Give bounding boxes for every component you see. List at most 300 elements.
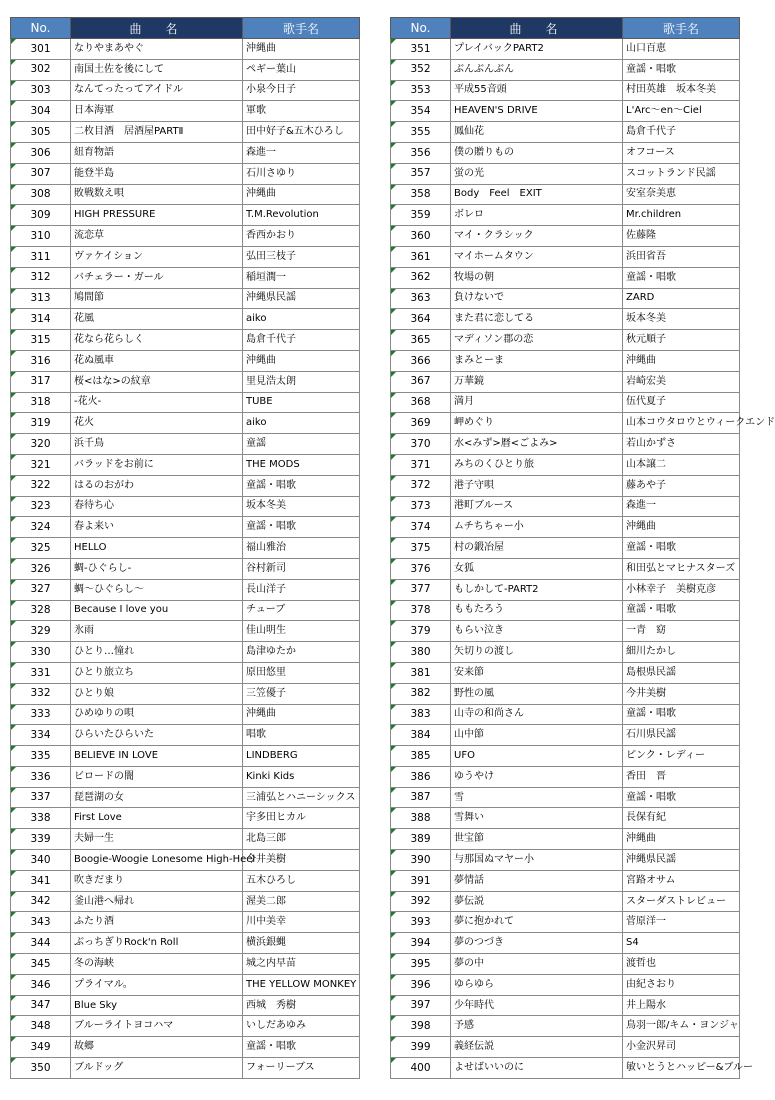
artist-name: 菅原洋一 [623,912,740,933]
song-number: 343 [11,912,71,933]
song-number: 382 [391,683,451,704]
song-title: 雪 [451,787,623,808]
artist-name: L'Arc〜en〜Ciel [623,101,740,122]
table-row [11,517,360,538]
song-title: プレイバックPART2 [451,39,623,60]
artist-name: 井上陽水 [623,995,740,1016]
song-number: 364 [391,309,451,330]
table-row [391,621,740,642]
song-title: ゆらゆら [451,974,623,995]
song-number: 398 [391,1016,451,1037]
song-number: 333 [11,704,71,725]
table-row [391,267,740,288]
artist-name: 北島三郎 [243,829,360,850]
table-row [391,288,740,309]
song-title: 万華鏡 [451,371,623,392]
table-row [391,517,740,538]
song-title: 港町ブルース [451,496,623,517]
table-row [391,163,740,184]
song-title: ぶんぶんぶん [451,59,623,80]
song-number: 302 [11,59,71,80]
table-row [11,683,360,704]
song-number: 380 [391,642,451,663]
song-number: 344 [11,933,71,954]
header-row [11,18,360,39]
table-row [11,850,360,871]
song-title: マディソン郡の恋 [451,330,623,351]
song-number: 395 [391,954,451,975]
artist-name: 細川たかし [623,642,740,663]
song-title: ひめゆりの唄 [71,704,243,725]
header-title: 曲 名 [71,18,243,39]
artist-name: スターダストレビュー [623,891,740,912]
artist-name: 浜田省吾 [623,246,740,267]
song-number: 310 [11,226,71,247]
table-row [11,434,360,455]
song-number: 303 [11,80,71,101]
song-number: 386 [391,766,451,787]
song-title: まみとーま [451,350,623,371]
song-number: 379 [391,621,451,642]
song-title: 能登半島 [71,163,243,184]
song-number: 306 [11,142,71,163]
artist-name: 童謡・唱歌 [243,475,360,496]
song-number: 391 [391,870,451,891]
song-number: 328 [11,600,71,621]
song-title: Body Feel EXIT [451,184,623,205]
artist-name: 小金沢昇司 [623,1037,740,1058]
table-row [11,787,360,808]
artist-name: 小泉今日子 [243,80,360,101]
artist-name: オフコース [623,142,740,163]
song-title: 蜩-ひぐらし- [71,558,243,579]
song-title: バチェラー・ガール [71,267,243,288]
table-row [11,746,360,767]
table-row [11,309,360,330]
artist-name: 長保有紀 [623,808,740,829]
song-number: 387 [391,787,451,808]
table-row [391,746,740,767]
artist-name: aiko [243,413,360,434]
artist-name: 稲垣潤一 [243,267,360,288]
artist-name: 一青 窈 [623,621,740,642]
song-number: 361 [391,246,451,267]
artist-name: 森進一 [623,496,740,517]
song-number: 338 [11,808,71,829]
song-number: 393 [391,912,451,933]
table-row [391,413,740,434]
artist-name: スコットランド民謡 [623,163,740,184]
song-title: もしかして-PART2 [451,579,623,600]
artist-name: 坂本冬美 [243,496,360,517]
artist-name: THE YELLOW MONKEY [243,974,360,995]
artist-name: THE MODS [243,454,360,475]
table-row [11,995,360,1016]
artist-name: 今井美樹 [243,850,360,871]
song-title: 敗戦数え唄 [71,184,243,205]
table-row [11,371,360,392]
artist-name: 童謡・唱歌 [243,517,360,538]
artist-name: 五木ひろし [243,870,360,891]
song-title: HIGH PRESSURE [71,205,243,226]
song-title: はるのおがわ [71,475,243,496]
song-table-left [10,17,360,1079]
artist-name: 三笠優子 [243,683,360,704]
song-title: よせばいいのに [451,1058,623,1079]
table-row [391,496,740,517]
table-row [11,642,360,663]
artist-name: 村田英雄 坂本冬美 [623,80,740,101]
song-title: ゆうやけ [451,766,623,787]
artist-name: 宮路オサム [623,870,740,891]
song-number: 339 [11,829,71,850]
artist-name: 童謡・唱歌 [623,538,740,559]
song-number: 340 [11,850,71,871]
song-number: 322 [11,475,71,496]
song-title: 世宝節 [451,829,623,850]
song-title: Blue Sky [71,995,243,1016]
table-row [391,1037,740,1058]
artist-name: 由紀さおり [623,974,740,995]
song-number: 394 [391,933,451,954]
table-row [11,870,360,891]
song-number: 358 [391,184,451,205]
table-row [11,122,360,143]
artist-name: 横浜銀蝿 [243,933,360,954]
artist-name: 香田 晋 [623,766,740,787]
song-number: 385 [391,746,451,767]
song-title: 花火 [71,413,243,434]
table-row [391,891,740,912]
table-row [11,350,360,371]
song-title: 山中節 [451,725,623,746]
song-number: 342 [11,891,71,912]
table-row [391,642,740,663]
song-number: 345 [11,954,71,975]
artist-name: 若山かずさ [623,434,740,455]
table-row [11,454,360,475]
artist-name: いしだあゆみ [243,1016,360,1037]
song-title: 冬の海峡 [71,954,243,975]
table-row [391,704,740,725]
table-row [11,59,360,80]
song-title: -花火- [71,392,243,413]
artist-name: 原田悠里 [243,662,360,683]
song-number: 325 [11,538,71,559]
song-number: 383 [391,704,451,725]
table-row [391,122,740,143]
song-number: 304 [11,101,71,122]
table-row [391,434,740,455]
table-row [391,787,740,808]
table-row [391,850,740,871]
table-row [11,829,360,850]
artist-name: 沖縄曲 [243,350,360,371]
song-title: 岬めぐり [451,413,623,434]
song-title: マイ・クラシック [451,226,623,247]
artist-name: 鳥羽一郎/キム・ヨンジャ [623,1016,740,1037]
artist-name: 島根県民謡 [623,662,740,683]
table-row [11,267,360,288]
table-row [11,39,360,60]
song-number: 362 [391,267,451,288]
table-row [391,142,740,163]
table-row [391,974,740,995]
table-row [11,891,360,912]
song-title: みちのくひとり旅 [451,454,623,475]
table-row [391,39,740,60]
artist-name: 坂本冬美 [623,309,740,330]
song-title: 夢に抱かれて [451,912,623,933]
song-title: 釜山港へ帰れ [71,891,243,912]
song-number: 374 [391,517,451,538]
song-number: 313 [11,288,71,309]
song-title: 僕の贈りもの [451,142,623,163]
table-row [11,558,360,579]
song-number: 320 [11,434,71,455]
song-number: 356 [391,142,451,163]
table-row [391,205,740,226]
header-no: No. [11,18,71,39]
table-row [391,683,740,704]
artist-name: 山本譲二 [623,454,740,475]
table-row [391,350,740,371]
table-row [11,101,360,122]
table-row [11,246,360,267]
song-number: 335 [11,746,71,767]
artist-name: 沖縄曲 [623,350,740,371]
table-row [391,80,740,101]
artist-name: 山本コウタロウとウィークエンド [623,413,740,434]
song-title: 吹きだまり [71,870,243,891]
artist-name: 安室奈美恵 [623,184,740,205]
table-row [391,662,740,683]
song-title: また君に恋してる [451,309,623,330]
song-title: 野性の風 [451,683,623,704]
artist-name: チューブ [243,600,360,621]
song-number: 355 [391,122,451,143]
song-number: 331 [11,662,71,683]
song-number: 307 [11,163,71,184]
song-title: 桜<はな>の紋章 [71,371,243,392]
song-number: 337 [11,787,71,808]
table-row [391,538,740,559]
song-number: 388 [391,808,451,829]
table-row [391,912,740,933]
song-title: ももたろう [451,600,623,621]
table-row [391,995,740,1016]
artist-name: ピンク・レディー [623,746,740,767]
artist-name: 沖縄県民謡 [623,850,740,871]
song-number: 378 [391,600,451,621]
table-row [11,954,360,975]
song-title: もらい泣き [451,621,623,642]
table-row [391,330,740,351]
song-number: 373 [391,496,451,517]
artist-name: ペギー葉山 [243,59,360,80]
table-row [11,80,360,101]
song-number: 381 [391,662,451,683]
artist-name: 伍代夏子 [623,392,740,413]
song-number: 317 [11,371,71,392]
song-title: ブルーライトヨコハマ [71,1016,243,1037]
song-number: 312 [11,267,71,288]
table-row [11,184,360,205]
song-number: 372 [391,475,451,496]
song-title: 鳩間節 [71,288,243,309]
table-row [391,454,740,475]
song-title: バラッドをお前に [71,454,243,475]
song-title: Because I love you [71,600,243,621]
table-row [11,163,360,184]
artist-name: 今井美樹 [623,683,740,704]
song-number: 316 [11,350,71,371]
song-title: プライマル。 [71,974,243,995]
artist-name: S4 [623,933,740,954]
song-number: 341 [11,870,71,891]
table-row [11,1016,360,1037]
song-number: 353 [391,80,451,101]
table-row [391,392,740,413]
song-title: なんてったってアイドル [71,80,243,101]
song-title: 流恋草 [71,226,243,247]
artist-name: 軍歌 [243,101,360,122]
song-title: 春待ち心 [71,496,243,517]
song-title: 南国土佐を後にして [71,59,243,80]
song-title: マイホームタウン [451,246,623,267]
song-number: 390 [391,850,451,871]
song-number: 360 [391,226,451,247]
song-title: 日本海軍 [71,101,243,122]
song-title: 負けないで [451,288,623,309]
song-title: 平成55音頭 [451,80,623,101]
song-table-right [390,17,775,1079]
song-title: 水<みず>暦<ごよみ> [451,434,623,455]
song-title: 夢情話 [451,870,623,891]
song-title: ひらいたひらいた [71,725,243,746]
song-number: 369 [391,413,451,434]
table-row [11,600,360,621]
song-title: 故郷 [71,1037,243,1058]
artist-name: 谷村新司 [243,558,360,579]
song-title: 花ぬ風車 [71,350,243,371]
song-title: 港子守唄 [451,475,623,496]
song-title: 春よ来い [71,517,243,538]
artist-name: 秋元順子 [623,330,740,351]
artist-name: 沖縄曲 [243,39,360,60]
song-number: 324 [11,517,71,538]
table-row [391,59,740,80]
song-title: 与那国ぬマヤー小 [451,850,623,871]
artist-name: ZARD [623,288,740,309]
header-artist: 歌手名 [243,18,360,39]
table-row [11,933,360,954]
header-row [391,18,740,39]
artist-name: 童謡・唱歌 [623,704,740,725]
artist-name: 和田弘とマヒナスターズ [623,558,740,579]
table-row [11,766,360,787]
table-row [391,870,740,891]
song-number: 375 [391,538,451,559]
artist-name: 里見浩太朗 [243,371,360,392]
table-row [11,662,360,683]
song-title: 花なら花らしく [71,330,243,351]
artist-name: 西城 秀樹 [243,995,360,1016]
song-number: 348 [11,1016,71,1037]
table-row [11,974,360,995]
song-title: 夢の中 [451,954,623,975]
song-number: 309 [11,205,71,226]
artist-name: 童謡・唱歌 [623,59,740,80]
song-title: Boogie-Woogie Lonesome High-Heel [71,850,243,871]
song-title: 鳳仙花 [451,122,623,143]
artist-name: 川中美幸 [243,912,360,933]
artist-name: 田中好子&五木ひろし [243,122,360,143]
artist-name: 三浦弘とハニーシックス [243,787,360,808]
artist-name: 香西かおり [243,226,360,247]
artist-name: 童謡・唱歌 [623,600,740,621]
table-row [11,413,360,434]
artist-name: 藤あや子 [623,475,740,496]
table-row [391,579,740,600]
artist-name: LINDBERG [243,746,360,767]
song-number: 311 [11,246,71,267]
table-row [11,704,360,725]
song-number: 347 [11,995,71,1016]
artist-name: 佐藤隆 [623,226,740,247]
table-row [391,600,740,621]
song-number: 396 [391,974,451,995]
song-title: 安来節 [451,662,623,683]
artist-name: 石川さゆり [243,163,360,184]
artist-name: 宇多田ヒカル [243,808,360,829]
song-number: 384 [391,725,451,746]
table-row [391,933,740,954]
artist-name: 童謡・唱歌 [243,1037,360,1058]
song-number: 357 [391,163,451,184]
table-row [391,829,740,850]
table-row [11,226,360,247]
table-row [391,184,740,205]
table-row [11,142,360,163]
song-title: 紐育物語 [71,142,243,163]
song-number: 332 [11,683,71,704]
song-number: 389 [391,829,451,850]
song-title: ぶっちぎりRock'n Roll [71,933,243,954]
table-row [391,101,740,122]
song-title: UFO [451,746,623,767]
table-row [11,725,360,746]
artist-name: 沖縄県民謡 [243,288,360,309]
song-number: 368 [391,392,451,413]
artist-name: aiko [243,309,360,330]
song-number: 377 [391,579,451,600]
artist-name: 城之内早苗 [243,954,360,975]
artist-name: 渥美二郎 [243,891,360,912]
song-number: 314 [11,309,71,330]
table-row [391,246,740,267]
artist-name: TUBE [243,392,360,413]
header-title: 曲 名 [451,18,623,39]
song-title: 村の鍛冶屋 [451,538,623,559]
song-title: ひとり娘 [71,683,243,704]
song-title: 浜千鳥 [71,434,243,455]
song-number: 359 [391,205,451,226]
artist-name: 沖縄曲 [243,704,360,725]
artist-name: 沖縄曲 [243,184,360,205]
song-number: 315 [11,330,71,351]
header-artist: 歌手名 [623,18,740,39]
